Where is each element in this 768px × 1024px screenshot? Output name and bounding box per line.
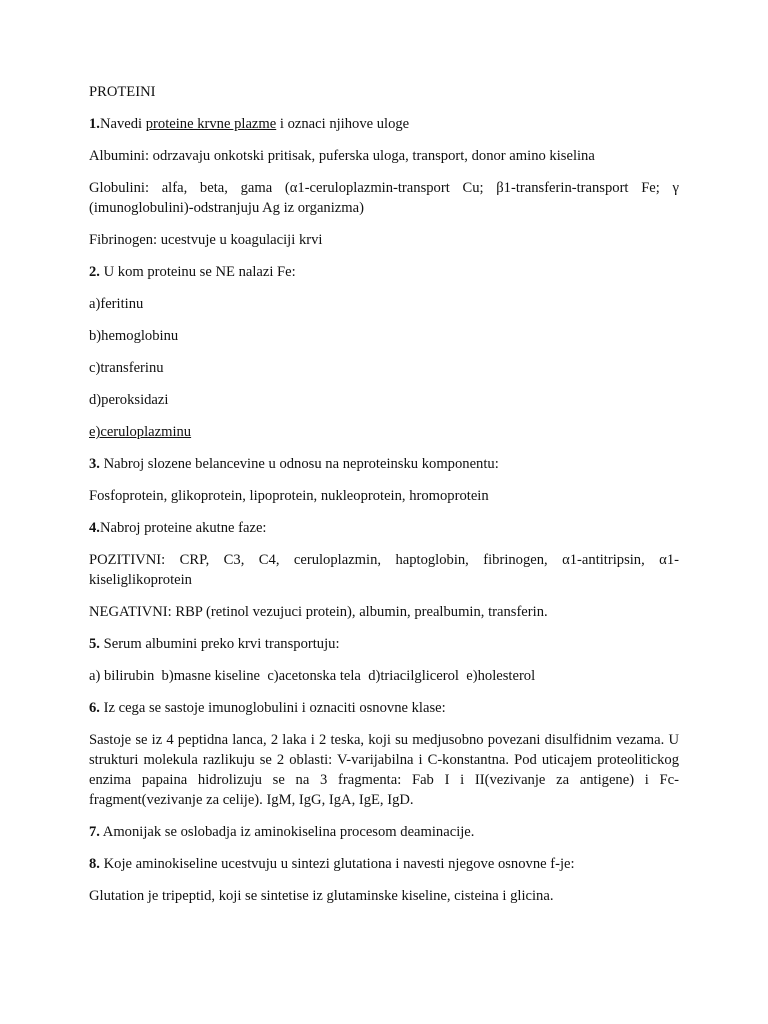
question-text: Serum albumini preko krvi transportuju: [99,636,340,652]
question-3 [89,454,679,474]
question-5 [89,634,679,654]
answer-globulini: Globulini: alfa, beta, gama (α1-ceruloplazmin-transport Cu; β1-transferin-transport Fe; γ (imunoglobulini)-odstranjuju Ag iz organizma) [89,180,679,216]
underlined-phrase: proteine krvne plazme [145,116,277,132]
question-number: 2. [89,264,100,280]
answer-8: Glutation je tripeptid, koji se sintetise iz glutaminske kiseline, cisteina i glicina. [89,888,554,904]
question-1 [89,114,679,134]
answer-fibrinogen: Fibrinogen: ucestvuje u koagulaciji krvi [89,232,323,248]
question-text: i oznaci njihove uloge [276,116,410,132]
question-6 [89,698,679,718]
option-e-correct: e)ceruloplazminu [89,424,192,440]
question-text: Koje aminokiseline ucestvuju u sintezi glutationa i navesti njegove osnovne f-je: [99,856,575,872]
option-d: d)peroksidazi [89,392,169,408]
document-page [89,82,679,918]
question-text: Navedi [99,116,146,132]
question-4 [89,518,679,538]
question-number: 3. [89,456,100,472]
question-text: Nabroj proteine akutne faze: [99,520,267,536]
question-number: 1. [89,116,100,132]
answer-3: Fosfoprotein, glikoprotein, lipoprotein, nukleoprotein, hromoprotein [89,488,489,504]
option-c: c)transferinu [89,360,164,376]
question-number: 7. [89,824,100,840]
question-8 [89,854,679,874]
answer-pozitivni: POZITIVNI: CRP, C3, C4, ceruloplazmin, haptoglobin, fibrinogen, α1-antitripsin, α1-kiseliglikoprotein [89,552,679,588]
question-text: Amonijak se oslobadja iz aminokiselina procesom deaminacije. [99,824,475,840]
document-title: PROTEINI [89,84,156,100]
question-2 [89,262,679,282]
question-number: 8. [89,856,100,872]
question-text: Iz cega se sastoje imunoglobulini i oznaciti osnovne klase: [99,700,446,716]
question-number: 4. [89,520,100,536]
answer-5: a) bilirubin b)masne kiseline c)acetonska tela d)triacilglicerol e)holesterol [89,668,536,684]
question-text: Nabroj slozene belancevine u odnosu na neproteinsku komponentu: [99,456,499,472]
option-b: b)hemoglobinu [89,328,179,344]
question-number: 6. [89,700,100,716]
question-7 [89,822,679,842]
answer-albumini: Albumini: odrzavaju onkotski pritisak, puferska uloga, transport, donor amino kiselina [89,148,595,164]
question-number: 5. [89,636,100,652]
answer-6: Sastoje se iz 4 peptidna lanca, 2 laka i 2 teska, koji su medjusobno povezani disulfidnim vezama. U strukturi molekula razlikuju se 2 oblasti: V-varijabilna i C-konstantna. Pod uticajem proteolitickog enzima papaina hidrolizuju se na 3 fragmenta: Fab I i II(vezivanje za antigene) i Fc-fragment(vezivanje za celije). IgM, IgG, IgA, IgE, IgD. [89,732,679,808]
question-text: U kom proteinu se NE nalazi Fe: [99,264,296,280]
answer-negativni: NEGATIVNI: RBP (retinol vezujuci protein), albumin, prealbumin, transferin. [89,604,548,620]
option-a: a)feritinu [89,296,144,312]
